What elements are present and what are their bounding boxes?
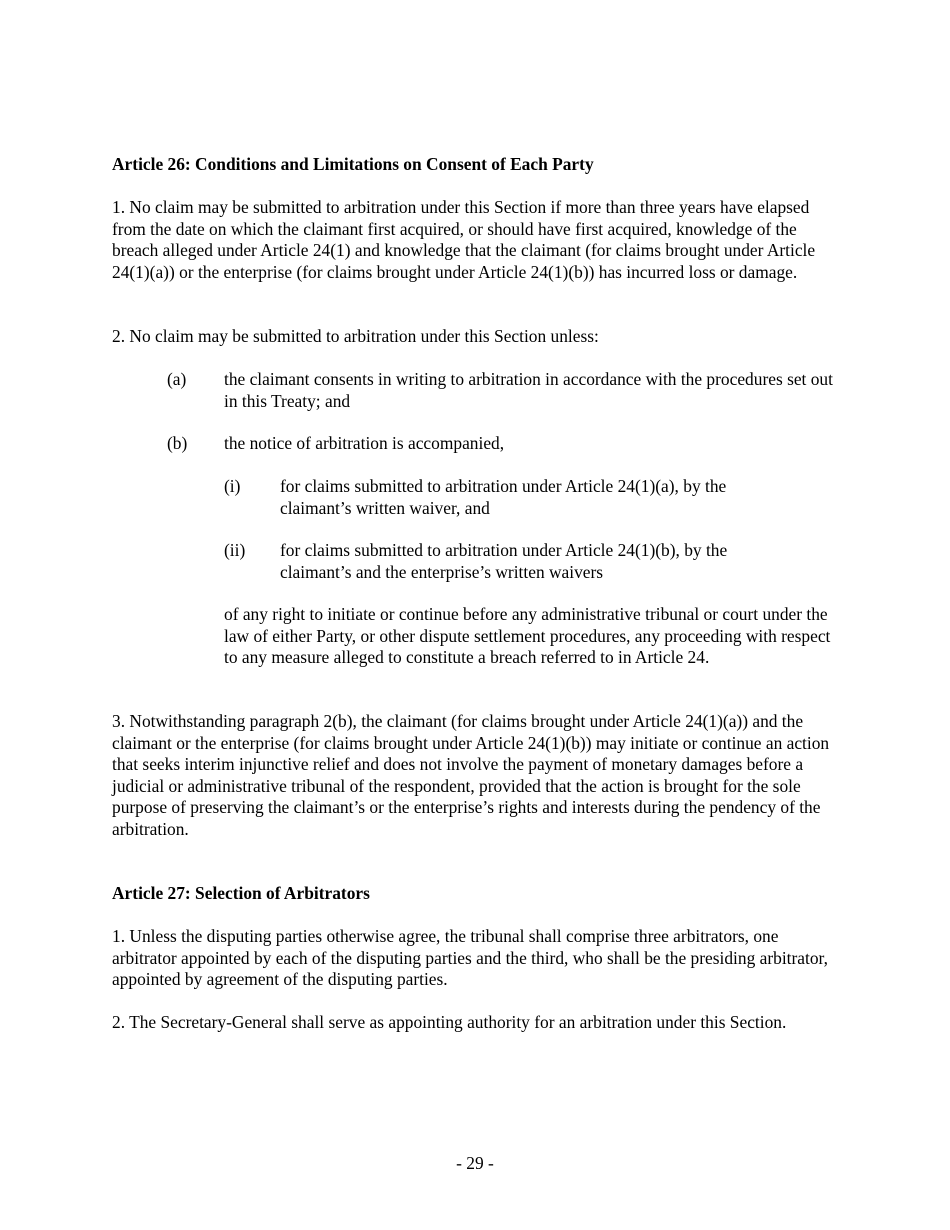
article-26-paragraph-2: 2. No claim may be submitted to arbitration under this Section unless:: [112, 326, 599, 346]
item-b-text: the notice of arbitration is accompanied,: [224, 433, 505, 453]
article-27-paragraph-1: 1. Unless the disputing parties otherwise agree, the tribunal shall comprise three arbitrators, one arbitrator appointed by each of the disputing parties and the third, who shall be the presiding arbitrator, appointed by agreement of the disputing parties.: [112, 926, 828, 989]
item-i-label: (i): [224, 476, 241, 496]
item-a-text: the claimant consents in writing to arbitration in accordance with the procedures set out in this Treaty; and: [224, 369, 833, 411]
page-number: - 29 -: [456, 1153, 494, 1173]
article-26-heading: Article 26: Conditions and Limitations on Consent of Each Party: [112, 154, 594, 174]
item-a-label: (a): [167, 369, 187, 389]
article-26-paragraph-1: 1. No claim may be submitted to arbitration under this Section if more than three years have elapsed from the date on which the claimant first acquired, or should have first acquired, knowledge of the breach alleged under Article 24(1) and knowledge that the claimant (for claims brought under Article 24(1)(a)) or the enterprise (for claims brought under Article 24(1)(b)) has incurred loss or damage.: [112, 197, 816, 282]
item-b-label: (b): [167, 433, 188, 453]
waiver-continuation-text: of any right to initiate or continue before any administrative tribunal or court under the law of either Party, or other dispute settlement procedures, any proceeding with respect to any measure alleged to constitute a breach referred to in Article 24.: [224, 604, 831, 667]
article-27-heading: Article 27: Selection of Arbitrators: [112, 883, 370, 903]
item-ii-text: for claims submitted to arbitration under Article 24(1)(b), by the claimant’s and the enterprise’s written waivers: [280, 540, 728, 582]
article-27-paragraph-2: 2. The Secretary-General shall serve as appointing authority for an arbitration under this Section.: [112, 1012, 787, 1032]
item-i-text: for claims submitted to arbitration under Article 24(1)(a), by the claimant’s written waiver, and: [280, 476, 727, 518]
item-ii-label: (ii): [224, 540, 246, 560]
article-26-paragraph-3: 3. Notwithstanding paragraph 2(b), the claimant (for claims brought under Article 24(1)(a)) and the claimant or the enterprise (for claims brought under Article 24(1)(b)) may initiate or continue an action that seeks interim injunctive relief and does not involve the payment of monetary damages before a judicial or administrative tribunal of the respondent, provided that the action is brought for the sole purpose of preserving the claimant’s or the enterprise’s rights and interests during the pendency of the arbitration.: [112, 711, 830, 839]
